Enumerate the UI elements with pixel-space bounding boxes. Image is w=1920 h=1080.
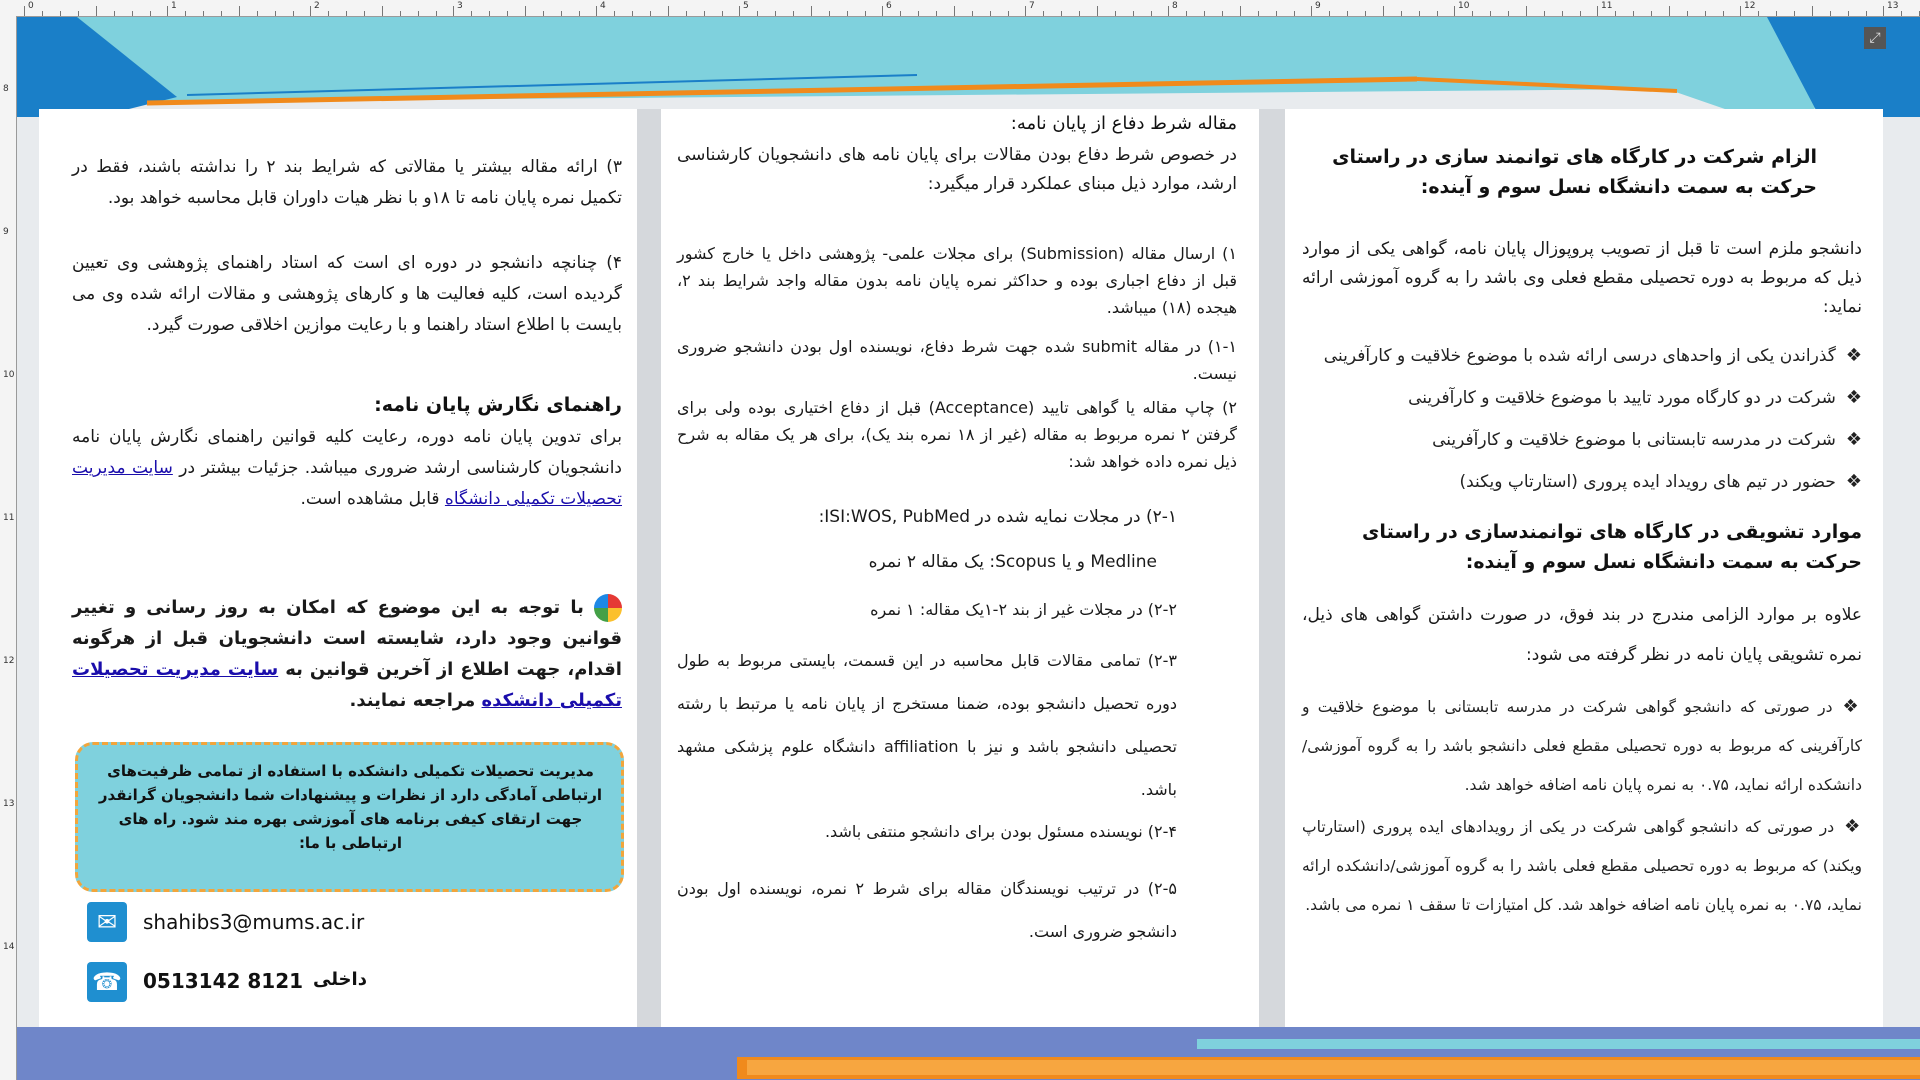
email-icon: ✉	[87, 902, 127, 942]
ruler-number: 14	[3, 942, 15, 952]
ruler-tick	[1794, 11, 1795, 16]
ruler-tick	[275, 11, 276, 16]
ruler-tick	[525, 6, 526, 16]
ruler-tick	[1472, 11, 1473, 16]
ruler-tick	[1740, 6, 1741, 16]
ruler-tick	[1079, 11, 1080, 16]
ruler-tick	[1848, 11, 1849, 16]
ruler-tick	[132, 11, 133, 16]
ruler-tick	[328, 11, 329, 16]
ruler-tick	[239, 6, 240, 16]
ruler-tick	[882, 6, 883, 16]
guide-text: برای تدوین پایان نامه دوره، رعایت کلیه قوانین راهنمای نگارش پایان نامه دانشجویان کارشناسی ارشد ضروری میباشد. جزئیات بیشتر در سایت مدیریت تحصیلات تکمیلی دانشگاه قابل مشاهده است.	[72, 427, 622, 509]
ruler-tick	[167, 6, 168, 16]
ruler-tick	[1758, 11, 1759, 16]
contact-callout	[75, 742, 624, 892]
ruler-tick	[1061, 11, 1062, 16]
ruler-tick	[900, 11, 901, 16]
ruler-tick	[561, 11, 562, 16]
ruler-number: 6	[886, 1, 892, 11]
ruler-number: 8	[1172, 1, 1178, 11]
list-item: ❖شرکت در دو کارگاه مورد تایید با موضوع خلاقیت و کارآفرینی	[1408, 387, 1862, 408]
ruler-tick	[686, 11, 687, 16]
article-rule-1: ۱) ارسال مقاله (Submission) برای مجلات علمی- پژوهشی داخل یا خارج کشور قبل از دفاع اجباری بوده و حداکثر نمره پایان نامه بدون مقاله واجد شرایط بند ۲، هیجده (۱۸) میباشد.	[677, 244, 1237, 317]
collapse-icon[interactable]: ⤢	[1864, 27, 1886, 49]
ruler-number: 11	[3, 513, 15, 523]
list-item: ❖در صورتی که دانشجو گواهی شرکت در مدرسه تابستانی با موضوع خلاقیت و کارآفرینی که مربوط به دوره تحصیلی مقطع فعلی دانشجو باشد را به گروه آموزشی/ دانشکده ارائه نماید، ۰.۷۵ به نمره پایان نامه اضافه خواهد شد.	[1302, 696, 1862, 794]
ruler-tick	[221, 11, 222, 16]
ruler-tick	[418, 11, 419, 16]
article-rule-4: ۴) چنانچه دانشجو در دوره ای است که استاد راهنمای پژوهشی وی تعیین گردیده است، کلیه فعالیت ها و کارهای پژوهشی و مقالات ارائه شده وی می بایست با اطلاع استاد راهنما و با رعایت موازین اخلاقی صورت گیرد.	[72, 253, 622, 335]
ruler-tick	[293, 11, 294, 16]
ruler-tick	[203, 11, 204, 16]
ruler-tick	[1043, 11, 1044, 16]
email-address[interactable]: shahibs3@mums.ac.ir	[143, 910, 365, 934]
document-canvas	[17, 17, 1920, 1080]
ruler-tick	[1901, 11, 1902, 16]
ruler-tick	[954, 6, 955, 16]
ruler-number: 2	[314, 1, 320, 11]
ruler-tick	[1508, 11, 1509, 16]
ruler-tick	[1168, 6, 1169, 16]
ruler-tick	[1115, 11, 1116, 16]
horizontal-ruler	[0, 0, 1920, 17]
ruler-tick	[1705, 11, 1706, 16]
ruler-tick	[1830, 11, 1831, 16]
ruler-tick	[918, 11, 919, 16]
ruler-tick	[990, 11, 991, 16]
diamond-bullet-icon: ❖	[1845, 345, 1862, 366]
ruler-tick	[1276, 11, 1277, 16]
ruler-tick	[1454, 6, 1455, 16]
ruler-tick	[739, 6, 740, 16]
phone-number: 0513142 8121	[143, 969, 304, 993]
diamond-bullet-icon: ❖	[1845, 429, 1862, 450]
diamond-bullet-icon: ❖	[1845, 387, 1862, 408]
ruler-tick	[1669, 6, 1670, 16]
ruler-tick	[704, 11, 705, 16]
ruler-tick	[1883, 6, 1884, 16]
section-title-guide: راهنمای نگارش پایان نامه:	[374, 394, 622, 416]
ruler-tick	[400, 11, 401, 16]
mandatory-intro: دانشجو ملزم است تا قبل از تصویب پروپوزال پایان نامه، گواهی یکی از موارد ذیل که مربوط به دوره تحصیلی مقطع فعلی وی باشد را به گروه آموزشی ارائه نماید:	[1302, 239, 1862, 317]
ruler-number: 3	[457, 1, 463, 11]
ruler-tick	[829, 11, 830, 16]
ruler-tick	[471, 11, 472, 16]
ruler-tick	[1186, 11, 1187, 16]
article-rule-3: ۳) ارائه مقاله بیشتر یا مقالاتی که شرایط بند ۲ را نداشته باشند، فقط در تکمیل نمره پایان نامه تا ۱۸و با نظر هیات داوران قابل محاسبه خواهد بود.	[72, 157, 622, 208]
ruler-tick	[793, 11, 794, 16]
ruler-tick	[1544, 11, 1545, 16]
ruler-number: 9	[1315, 1, 1321, 11]
article-rule-2-4: ۲-۴) نویسنده مسئول بودن برای دانشجو منتفی باشد.	[824, 822, 1177, 841]
ruler-tick	[436, 11, 437, 16]
ruler-tick	[24, 6, 25, 16]
phone-icon: ☎	[87, 962, 127, 1002]
panel-gap	[637, 109, 661, 1029]
ruler-tick	[60, 11, 61, 16]
ruler-tick	[650, 11, 651, 16]
ruler-tick	[114, 11, 115, 16]
ruler-tick	[1419, 11, 1420, 16]
ruler-tick	[1383, 6, 1384, 16]
ruler-tick	[847, 11, 848, 16]
ruler-tick	[543, 11, 544, 16]
article-rule-2-5: ۲-۵) در ترتیب نویسندگان مقاله برای شرط ۲ نمره، نویسنده اول بودن دانشجو ضروری است.	[677, 879, 1178, 941]
article-rule-2: ۲) چاپ مقاله یا گواهی تایید (Acceptance) قبل از دفاع اختیاری بوده ولی برای گرفتن ۲ نمره مربوط به مقاله (غیر از ۱۸ نمره بند یک)، برای هر یک مقاله به شرح ذیل نمره داده خواهد شد:	[677, 398, 1238, 471]
ruler-tick	[1723, 11, 1724, 16]
encouragement-intro: علاوه بر موارد الزامی مندرج در بند فوق، در صورت داشتن گواهی های ذیل، نمره تشویقی پایان نامه در نظر گرفته می شود:	[1302, 605, 1862, 665]
ruler-tick	[1776, 11, 1777, 16]
ruler-tick	[1526, 6, 1527, 16]
ruler-tick	[1812, 6, 1813, 16]
ruler-number: 9	[3, 227, 9, 237]
ruler-number: 10	[3, 370, 15, 380]
ruler-tick	[507, 11, 508, 16]
ruler-tick	[1025, 6, 1026, 16]
ruler-tick	[1097, 6, 1098, 16]
ruler-number: 5	[743, 1, 749, 11]
list-item: ❖گذراندن یکی از واحدهای درسی ارائه شده با موضوع خلاقیت و کارآفرینی	[1323, 345, 1862, 366]
graduate-office-university-link[interactable]: سایت مدیریت تحصیلات تکمیلی دانشگاه	[72, 458, 622, 509]
ruler-tick	[722, 11, 723, 16]
ruler-tick	[579, 11, 580, 16]
info-bulb-icon	[594, 594, 622, 622]
ruler-tick	[1365, 11, 1366, 16]
ruler-tick	[1240, 6, 1241, 16]
list-item: ❖حضور در تیم های رویداد ایده پروری (استارتاپ ویکند)	[1459, 471, 1862, 492]
graduate-office-faculty-link[interactable]: سایت مدیریت تحصیلات تکمیلی دانشکده	[72, 659, 622, 711]
header-decoration	[17, 17, 1920, 117]
footer-decoration	[17, 1017, 1920, 1080]
list-item: ❖در صورتی که دانشجو گواهی شرکت در یکی از رویدادهای ایده پروری (استارتاپ ویکند) که مربوط به دوره تحصیلی مقطع فعلی باشد را به گروه آموزشی/دانشکده ارائه نماید، ۰.۷۵ به نمره پایان نامه اضافه خواهد شد. کل امتیازات تا سقف ۱ نمره می باشد.	[1302, 816, 1862, 914]
ruler-tick	[453, 6, 454, 16]
ruler-tick	[1258, 11, 1259, 16]
ruler-tick	[1133, 11, 1134, 16]
ruler-tick	[1580, 11, 1581, 16]
ruler-tick	[78, 11, 79, 16]
ruler-tick	[614, 11, 615, 16]
article-intro: در خصوص شرط دفاع بودن مقالات برای پایان نامه های دانشجویان کارشناسی ارشد، موارد ذیل مبنای عملکرد قرار میگیرد:	[677, 145, 1237, 194]
callout-text: مدیریت تحصیلات تکمیلی دانشکده با استفاده از تمامی ظرفیت‌های ارتباطی آمادگی دارد از نظرات و پیشنهادات شما دانشجویان گرانقدر جهت ارتقای کیفی برنامه های آموزشی بهره مند شود. راه های ارتباطی با ما:	[98, 762, 603, 852]
ruler-tick	[972, 11, 973, 16]
ruler-tick	[632, 11, 633, 16]
article-rule-1-1: ۱-۱) در مقاله submit شده جهت شرط دفاع، نویسنده اول بودن دانشجو ضروری نیست.	[677, 337, 1237, 383]
ruler-tick	[1687, 11, 1688, 16]
ruler-tick	[865, 11, 866, 16]
ruler-tick	[775, 11, 776, 16]
ruler-number: 4	[600, 1, 606, 11]
ruler-tick	[1401, 11, 1402, 16]
ruler-tick	[1151, 11, 1152, 16]
ruler-number: 11	[1601, 1, 1613, 11]
ruler-tick	[96, 6, 97, 16]
ruler-tick	[1311, 6, 1312, 16]
ruler-tick	[1008, 11, 1009, 16]
ruler-tick	[1597, 6, 1598, 16]
ruler-tick	[346, 11, 347, 16]
article-rule-2-1: ۲-۱) در مجلات نمایه شده در ISI:WOS, PubMed:	[818, 507, 1177, 527]
ruler-tick	[364, 11, 365, 16]
ruler-tick	[489, 11, 490, 16]
ruler-tick	[1204, 11, 1205, 16]
ruler-tick	[1866, 11, 1867, 16]
ruler-number: 10	[1458, 1, 1470, 11]
ruler-tick	[811, 6, 812, 16]
ruler-tick	[596, 6, 597, 16]
ruler-number: 13	[3, 799, 15, 809]
ruler-tick	[185, 11, 186, 16]
section-title-mandatory: الزام شرکت در کارگاه های توانمند سازی در راستای حرکت به سمت دانشگاه نسل سوم و آینده:	[1332, 146, 1817, 198]
ruler-tick	[310, 6, 311, 16]
ruler-tick	[1222, 11, 1223, 16]
ruler-tick	[1633, 11, 1634, 16]
ruler-tick	[1490, 11, 1491, 16]
ruler-tick	[1329, 11, 1330, 16]
diamond-bullet-icon: ❖	[1845, 471, 1862, 492]
diamond-bullet-icon: ❖	[1842, 696, 1862, 717]
ruler-number: 7	[1029, 1, 1035, 11]
ruler-number: 12	[1744, 1, 1756, 11]
ruler-tick	[1651, 11, 1652, 16]
ruler-tick	[936, 11, 937, 16]
ruler-tick	[150, 11, 151, 16]
ruler-tick	[1294, 11, 1295, 16]
diamond-bullet-icon: ❖	[1844, 816, 1862, 837]
ruler-number: 1	[171, 1, 177, 11]
ruler-tick	[1347, 11, 1348, 16]
phone-extension-label: داخلی	[313, 969, 367, 990]
ruler-tick	[1437, 11, 1438, 16]
ruler-tick	[1562, 11, 1563, 16]
article-rule-2-3: ۲-۳) تمامی مقالات قابل محاسبه در این قسمت، بایستی مربوط به طول دوره تحصیل دانشجو بوده، ضمنا مستخرج از پایان نامه یا مرتبط با رشته تحصیلی دانشجو باشد و نیز با affiliation دانشگاه علوم پزشکی مشهد باشد.	[677, 651, 1177, 799]
ruler-tick	[257, 11, 258, 16]
section-title-encouragement: موارد تشویقی در کارگاه های توانمندسازی در راستای حرکت به سمت دانشگاه نسل سوم و آینده:	[1362, 521, 1862, 573]
ruler-number: 8	[3, 84, 9, 94]
ruler-tick	[757, 11, 758, 16]
ruler-tick	[382, 6, 383, 16]
article-rule-2-2: ۲-۲) در مجلات غیر از بند ۲-۱یک مقاله: ۱ نمره	[870, 600, 1177, 619]
list-item: ❖شرکت در مدرسه تابستانی با موضوع خلاقیت و کارآفرینی	[1432, 429, 1862, 450]
ruler-number: 0	[28, 1, 34, 11]
ruler-number: 13	[1887, 1, 1899, 11]
ruler-tick	[42, 11, 43, 16]
ruler-tick	[668, 6, 669, 16]
vertical-ruler	[0, 16, 17, 1080]
article-rule-2-1-cont: Medline و یا Scopus: یک مقاله ۲ نمره	[868, 552, 1157, 572]
panel-gap	[1259, 109, 1285, 1029]
update-notice: با توجه به این موضوع که امکان به روز رسانی و تغییر قوانین وجود دارد، شایسته است دانشجویان قبل از هرگونه اقدام، جهت اطلاع از آخرین قوانین به سایت مدیریت تحصیلات تکمیلی دانشکده مراجعه نمایند.	[72, 592, 622, 716]
ruler-number: 12	[3, 656, 15, 666]
ruler-tick	[1615, 11, 1616, 16]
section-title-article: مقاله شرط دفاع از پایان نامه:	[1010, 113, 1237, 134]
